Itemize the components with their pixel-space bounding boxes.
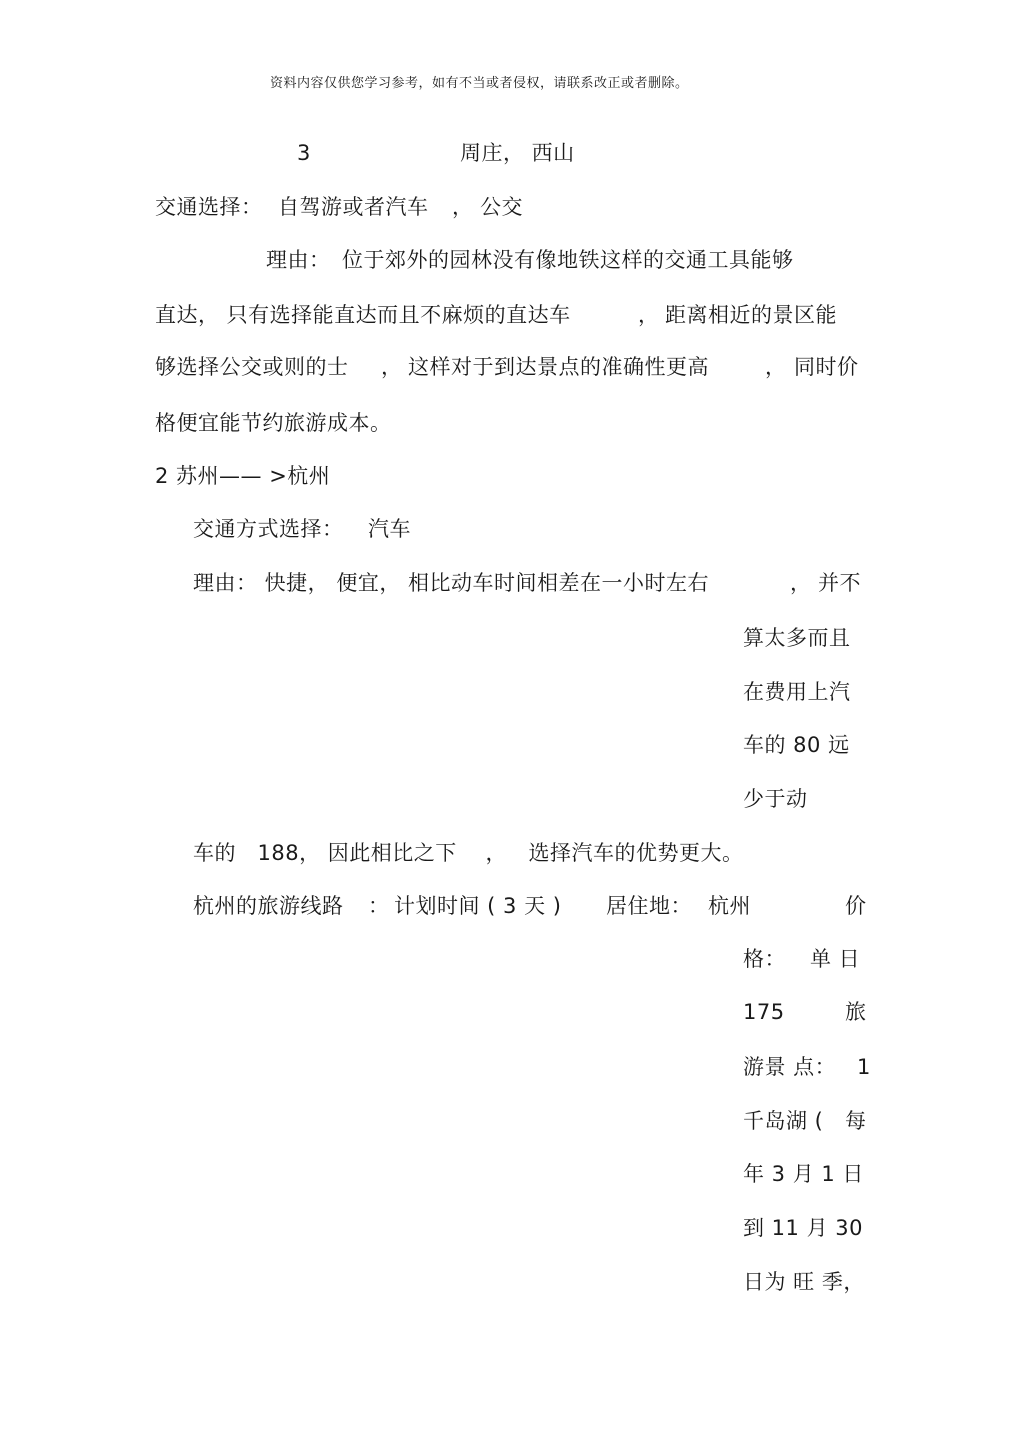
reason-line: 位于郊外的园林没有像地铁这样的交通工具能够 [342,248,794,272]
reason-line: 并不 [818,571,861,595]
spots-label: 游景 点： [743,1055,837,1079]
price-value: 175 [743,1000,785,1024]
transport-value-2: 公交 [480,195,523,219]
reason-punct: ， [790,571,812,595]
transport-separator: ， [452,195,474,219]
reason-line: 同时价 [794,355,859,379]
stay-label: 居住地： [606,894,692,918]
reason-column-line: 算太多而且 [743,626,851,650]
stay-value: 杭州 [708,894,751,918]
spot-note: 每 [845,1109,867,1133]
reason-punct: ， [381,355,403,379]
reason-column-line: 车的 80 远 [743,733,850,757]
reason-punct: ， [638,303,660,327]
reason-line: 够选择公交或则的士 [155,355,349,379]
reason-column-line: 在费用上汽 [743,680,851,704]
spots-number: 1 [857,1055,871,1079]
price-unit: 单 日 [810,947,861,971]
plan-duration: 计划时间 ( 3 天 ) [394,894,562,918]
reason-label: 理由： [266,248,331,272]
reason-line: 距离相近的景区能 [665,303,837,327]
reason-line: 理由： 快捷， 便宜， 相比动车时间相差在一小时左右 [193,571,710,595]
transport-value: 自驾游或者汽车 [278,195,429,219]
season-date-line: 年 3 月 1 日 [743,1162,864,1186]
transport-label: 交通选择： [155,195,263,219]
route-label: 杭州的旅游线路 [193,894,344,918]
section-number: 3 [297,141,311,165]
route-separator: ： [368,894,390,918]
season-date-line: 到 11 月 30 [743,1216,863,1240]
tour-word: 旅 [845,1000,867,1024]
reason-line: 这样对于到达景点的准确性更高 [408,355,709,379]
transport-mode-value: 汽车 [368,517,411,541]
transport-mode-label: 交通方式选择： [193,517,344,541]
price-word: 价 [845,894,867,918]
reason-line: 直达， 只有选择能直达而且不麻烦的直达车 [155,303,571,327]
route-heading: 2 苏州—— >杭州 [155,464,331,488]
reason-column-line: 少于动 [743,787,808,811]
reason-punct: ， [765,355,787,379]
reason-line: 车的 188， 因此相比之下 ， 选择汽车的优势更大。 [193,841,744,865]
season-date-line: 日为 旺 季， [743,1270,865,1294]
spot-name: 千岛湖 ( [743,1109,824,1133]
destination-places: 周庄， 西山 [460,141,575,165]
reason-line: 格便宜能节约旅游成本。 [155,411,392,435]
page-header-disclaimer: 资料内容仅供您学习参考，如有不当或者侵权，请联系改正或者删除。 [270,76,689,91]
price-label: 格： [743,947,786,971]
